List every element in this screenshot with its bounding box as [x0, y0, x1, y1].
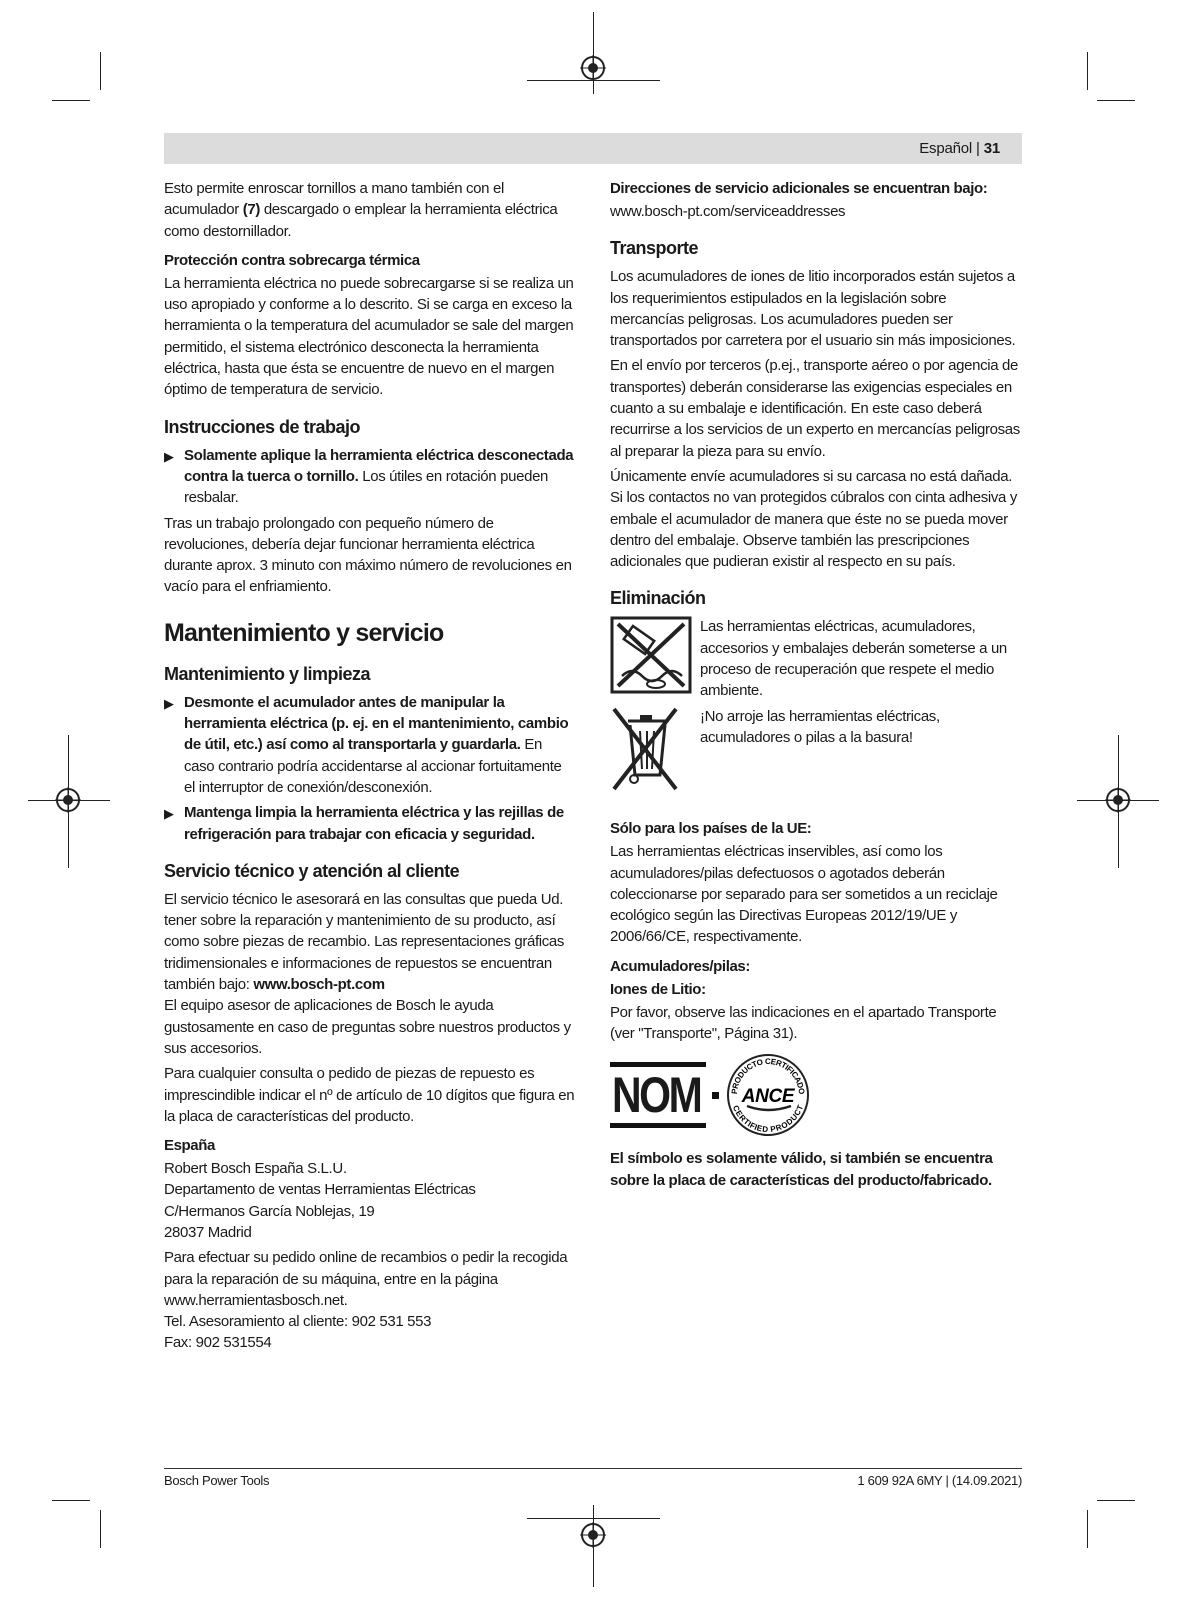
fax: Fax: 902 531554: [164, 1334, 272, 1352]
triangle-bullet-icon: ▶: [164, 448, 174, 464]
disposal-icons: [610, 616, 696, 799]
address-line: C/Hermanos García Noblejas, 19: [164, 1202, 375, 1220]
page-header: [164, 133, 1022, 164]
batteries-title: Acumuladores/pilas:: [610, 957, 750, 975]
cleaning-bullet-1-text: En caso contrario podría accidentarse al accionar fortuitamente el interruptor de conexión/desconexión.: [184, 736, 562, 796]
registration-mark-icon: [1105, 787, 1131, 813]
footer-divider: [164, 1468, 1022, 1469]
cleaning-bullet-1: [164, 692, 576, 798]
work-instructions-title: Instrucciones de trabajo: [164, 416, 361, 437]
spain-title: España: [164, 1137, 215, 1155]
work-bullet-text: Los útiles en rotación pueden resbalar.: [184, 467, 549, 507]
registration-mark-icon: [55, 787, 81, 813]
address-line: Departamento de ventas Herramientas Eléctricas: [164, 1181, 476, 1199]
disposal-block: [610, 616, 1022, 748]
intro-paragraph: [164, 178, 576, 242]
page-header-text: [919, 140, 1000, 157]
header-language: Español: [919, 140, 973, 157]
service-text-3: Para cualquier consulta o pedido de piezas de repuesto es imprescindible indicar el nº de artículo de 10 dígitos que figura en la placa de características del producto.: [164, 1065, 575, 1125]
crop-mark: [593, 12, 594, 94]
right-column: [610, 178, 1022, 1195]
intro-ref: (7): [242, 201, 260, 219]
nom-logo: [610, 1062, 706, 1128]
crossed-out-bin-icon: [610, 703, 680, 793]
work-text: Tras un trabajo prolongado con pequeño número de revoluciones, debería dejar funcionar herramienta eléctrica durante aprox. 3 minuto con máximo número de revoluciones en vacío para el enfriamiento.: [164, 514, 572, 596]
svg-text:CERTIFIED PRODUCT: [731, 1104, 805, 1135]
triangle-bullet-icon: ▶: [164, 806, 174, 822]
intro-text-end: descargado o emplear la herramienta eléctrica como destornillador.: [164, 201, 558, 240]
service-text-1-body: El servicio técnico le asesorará en las consultas que pueda Ud. tener sobre la reparación y mantenimiento de su producto, así como sobre piezas de recambio. Las representaciones gráficas tridimensionales e informaciones de repuestos se encuentran también bajo:: [164, 890, 565, 994]
work-bullet: [164, 445, 576, 509]
overload-text: La herramienta eléctrica no puede sobrecargarse si se realiza un uso apropiado y conforme a lo descrito. Si se carga en exceso la herramienta o la temperatura del acumulador se sale del margen permitido, el sistema electrónico desconecta la herramienta eléctrica, hasta que ésta se encuentre de nuevo en el margen óptimo de temperatura de servicio.: [164, 274, 574, 399]
eu-title: Sólo para los países de la UE:: [610, 820, 812, 838]
left-column: [164, 178, 576, 1354]
ance-logo: [725, 1052, 811, 1138]
disposal-text-1: Las herramientas eléctricas, acumuladores, accesorios y embalajes deberán someterse a un proceso de recuperación que respete el medio ambiente.: [700, 618, 1007, 700]
address-line: 28037 Madrid: [164, 1223, 252, 1241]
crop-mark: [100, 52, 101, 90]
crop-mark: [52, 100, 90, 101]
registration-mark-icon: [580, 55, 606, 81]
certification-logos: [610, 1052, 1022, 1138]
disposal-text: [700, 616, 1022, 748]
extra-service-url[interactable]: www.bosch-pt.com/serviceaddresses: [610, 203, 846, 220]
address-line: Robert Bosch España S.L.U.: [164, 1160, 347, 1178]
nom-logo-text: NOM: [612, 1067, 701, 1124]
crop-mark: [1087, 52, 1088, 90]
eu-text: Las herramientas eléctricas inservibles, así como los acumuladores/pilas defectuosos o agotados deberán coleccionarse por separado para ser sometidos a un reciclaje ecológico según las Directivas Europeas 2012/19/UE y 2006/66/CE, respectivamente.: [610, 843, 998, 946]
disposal-text-2: ¡No arroje las herramientas eléctricas, acumuladores o pilas a la basura!: [700, 707, 940, 746]
footer-brand: Bosch Power Tools: [164, 1473, 270, 1488]
cleaning-title: Mantenimiento y limpieza: [164, 663, 371, 684]
symbol-note: El símbolo es solamente válido, si también se encuentra sobre la placa de características del producto/fabricado.: [610, 1150, 993, 1189]
crop-mark: [52, 1500, 90, 1501]
header-separator: |: [976, 140, 980, 157]
ance-ring-bottom: CERTIFIED PRODUCT: [730, 1104, 806, 1135]
transport-text-3: Únicamente envíe acumuladores si su carcasa no está dañada. Si los contactos no van protegidos cúbralos con cinta adhesiva y embale el acumulador de manera que éste no se pueda mover dentro del embalaje. Observe también las prescripciones adicionales que pudieran existir al respecto en su país.: [610, 467, 1018, 571]
service-link[interactable]: www.bosch-pt.com: [253, 976, 385, 994]
cleaning-bullet-1-bold: Desmonte el acumulador antes de manipular la herramienta eléctrica (p. ej. en el mantenimiento, cambio de útil, etc.) así como al transportarla y guardarla.: [184, 693, 569, 754]
service-text-1: [164, 889, 576, 995]
service-title: Servicio técnico y atención al cliente: [164, 860, 460, 881]
page-number: 31: [983, 140, 1000, 157]
crossed-out-battery-icon: [610, 616, 692, 694]
transport-text-2: En el envío por terceros (p.ej., transporte aéreo o por agencia de transportes) deberán considerarse las exigencias especiales en cuanto a su embalaje e identificación. En este caso deberá recurrirse a los servicios de un experto en mercancías peligrosas al preparar la pieza para su envío.: [610, 357, 1020, 460]
crop-mark: [1097, 100, 1135, 101]
registration-mark-icon: [580, 1522, 606, 1548]
service-text-2: El equipo asesor de aplicaciones de Bosch le ayuda gustosamente en caso de preguntas sobre nuestros productos y sus accesorios.: [164, 997, 571, 1057]
work-bullet-bold: Solamente aplique la herramienta eléctrica desconectada contra la tuerca o tornillo.: [184, 446, 574, 485]
footer-doc-id: 1 609 92A 6MY | (14.09.2021): [857, 1473, 1022, 1488]
ance-logo-text: ANCE: [741, 1086, 795, 1108]
maintenance-title: Mantenimiento y servicio: [164, 618, 444, 647]
ance-ring-top: PRODUCTO CERTIFICADO: [729, 1057, 807, 1095]
lithium-text: Por favor, observe las indicaciones en el apartado Transporte (ver "Transporte", Página 31).: [610, 1003, 997, 1043]
disposal-title: Eliminación: [610, 588, 706, 609]
intro-text: Esto permite enroscar tornillos a mano también con el acumulador: [164, 180, 504, 219]
lithium-title: Iones de Litio:: [610, 980, 706, 998]
cleaning-bullet-2: [164, 802, 576, 845]
order-text: Para efectuar su pedido online de recambios o pedir la recogida para la reparación de su máquina, entre en la página www.herramientasbosch.net.: [164, 1249, 568, 1309]
crop-mark: [100, 1510, 101, 1548]
transport-title: Transporte: [610, 238, 699, 259]
crop-mark: [1097, 1500, 1135, 1501]
crop-mark: [527, 1518, 660, 1519]
crop-mark: [1087, 1510, 1088, 1548]
triangle-bullet-icon: ▶: [164, 695, 174, 711]
telephone: Tel. Asesoramiento al cliente: 902 531 553: [164, 1313, 432, 1331]
transport-text-1: Los acumuladores de iones de litio incorporados están sujetos a los requerimientos estipulados en la legislación sobre mercancías peligrosas. Los acumuladores pueden ser transportados por carretera por el usuario sin más imposiciones.: [610, 268, 1016, 350]
cleaning-bullet-2-bold: Mantenga limpia la herramienta eléctrica y las rejillas de refrigeración para trabajar con eficacia y seguridad.: [184, 804, 564, 843]
spain-address: [164, 1158, 576, 1243]
extra-service-title: Direcciones de servicio adicionales se encuentran bajo:: [610, 180, 988, 197]
overload-title: Protección contra sobrecarga térmica: [164, 251, 420, 269]
logo-dot: [712, 1092, 719, 1099]
